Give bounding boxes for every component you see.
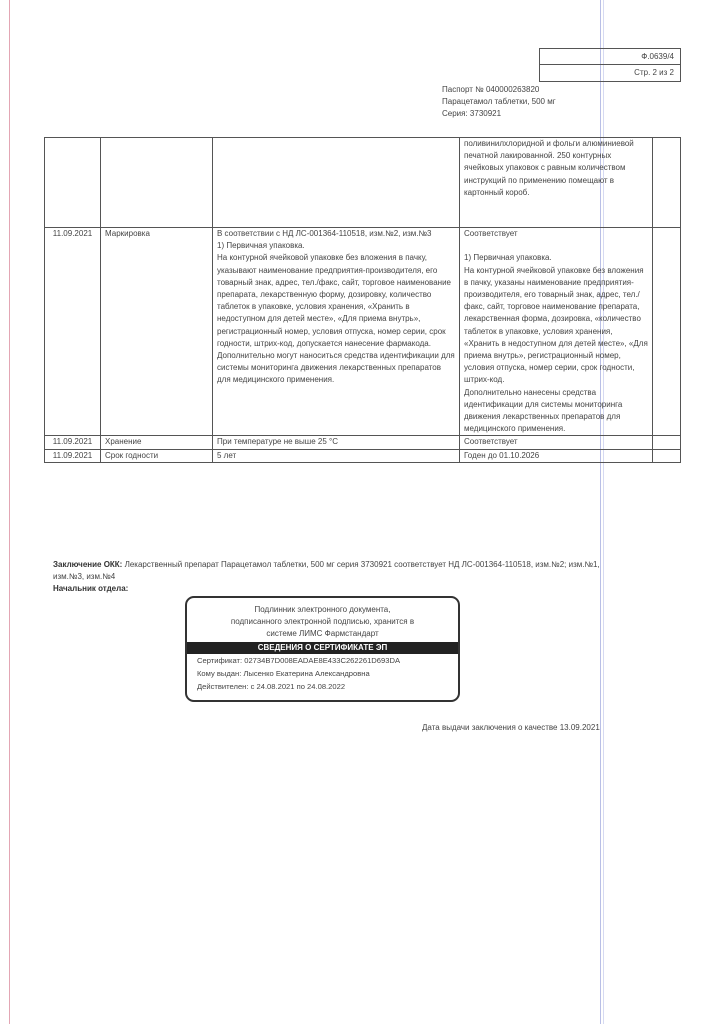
cell-result: поливинилхлоридной и фольги алюминиевой печатной лакированной. 250 контурных ячейковых упаковок с равным количеством инструкций по применению помещают в картонный короб. — [460, 138, 653, 228]
cell-empty — [653, 436, 681, 449]
head-label: Начальник отдела: — [53, 584, 129, 593]
stamp-issued-to: Кому выдан: Лысенко Екатерина Александровна — [197, 669, 370, 678]
cell-result: Годен до 01.10.2026 — [460, 449, 653, 462]
stamp-validity: Действителен: с 24.08.2021 по 24.08.2022 — [197, 682, 346, 691]
conclusion — [53, 559, 613, 583]
conclusion-label: Заключение ОКК: — [53, 560, 123, 569]
form-code-box — [539, 48, 681, 82]
conclusion-text: Лекарственный препарат Парацетамол таблетки, 500 мг серия 3730921 соответствует НД ЛС-001364-110518, изм.№2; изм.№1, изм.№3, изм.№4 — [53, 560, 600, 581]
cell-requirement: При температуре не выше 25 °С — [213, 436, 460, 449]
passport-number: Паспорт № 040000263820 — [442, 85, 540, 94]
table-row — [45, 138, 681, 228]
e-signature-stamp — [185, 596, 460, 702]
cell-empty — [653, 449, 681, 462]
cell-date — [45, 138, 101, 228]
stamp-title — [187, 598, 458, 640]
table-row — [45, 449, 681, 462]
cell-name: Маркировка — [101, 228, 213, 436]
cell-result: Соответствует 1) Первичная упаковка. На контурной ячейковой упаковке без вложения в пачку, указаны наименование предприятия-производителя, его товарный знак, адрес, тел./факс, сайт, торговое наименование препарата, лекарственная форма, дозировка, «количество таблеток в упаковке, условия хранения, «Хранить в недоступном для детей месте», «Для приема внутрь», регистрационный номер, условия отпуска, номер серии, срок годности, штрих-код. Дополнительно нанесены средства идентификации для системы мониторинга движения лекарственных препаратов для медицинского применения. — [460, 228, 653, 436]
cell-requirement: В соответствии с НД ЛС-001364-110518, изм.№2, изм.№3 1) Первичная упаковка. На контурной ячейковой упаковке без вложения в пачку, указывают наименование предприятия-производителя, его товарный знак, адрес, тел./факс, сайт, торговое наименование препарата, лекарственную форму, дозировку, количество таблеток в упаковке, условия хранения, «Хранить в недоступном для детей месте», «Для приема внутрь», регистрационный номер, условия отпуска, номер серии, срок годности, штрих-код, допускается нанесение фармакода. Дополнительно могут наноситься средства идентификации для системы мониторинга движения лекарственных препаратов для медицинского применения. — [213, 228, 460, 436]
cell-requirement: 5 лет — [213, 449, 460, 462]
cell-date: 11.09.2021 — [45, 228, 101, 436]
stamp-title-line: подписанного электронной подписью, хранится в — [230, 617, 415, 626]
cell-empty — [653, 228, 681, 436]
series-number: Серия: 3730921 — [442, 109, 502, 118]
cell-date: 11.09.2021 — [45, 449, 101, 462]
cell-name: Срок годности — [101, 449, 213, 462]
cell-requirement — [213, 138, 460, 228]
cell-date: 11.09.2021 — [45, 436, 101, 449]
table-row — [45, 228, 681, 436]
quality-table — [44, 137, 681, 463]
stamp-title-line: системе ЛИМС Фармстандарт — [266, 629, 379, 638]
cell-result: Соответствует — [460, 436, 653, 449]
passport-block — [442, 84, 556, 120]
issue-date: Дата выдачи заключения о качестве 13.09.2021 — [422, 723, 600, 732]
left-margin-line — [9, 0, 10, 1024]
cell-empty — [653, 138, 681, 228]
stamp-header: СВЕДЕНИЯ О СЕРТИФИКАТЕ ЭП — [187, 642, 458, 654]
product-name: Парацетамол таблетки, 500 мг — [442, 97, 556, 106]
table-row — [45, 436, 681, 449]
stamp-certificate: Сертификат: 02734B7D008EADAE8E433C262261D693DA — [197, 656, 401, 665]
cell-name — [101, 138, 213, 228]
cell-name: Хранение — [101, 436, 213, 449]
page-number: Стр. 2 из 2 — [634, 68, 674, 77]
form-code: Ф.0639/4 — [540, 49, 680, 65]
stamp-title-line: Подлинник электронного документа, — [254, 605, 391, 614]
